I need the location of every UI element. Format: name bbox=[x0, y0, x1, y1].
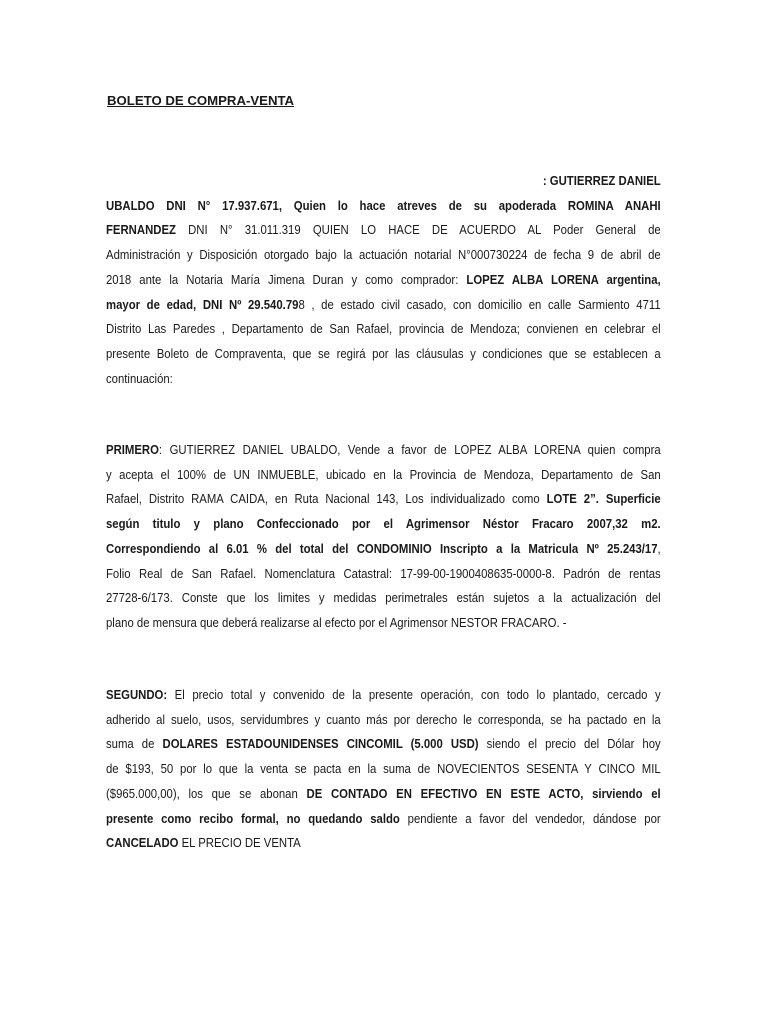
primero-text-run: 27728-6/173. Conste que los limites y medidas perimetrales están sujetos a la actualización del bbox=[106, 590, 661, 606]
segundo-text-run: suma de bbox=[106, 736, 163, 752]
document-title: BOLETO DE COMPRA-VENTA bbox=[107, 93, 295, 108]
segundo-text-run: El precio total y convenido de la presente operación, con todo lo plantado, cercado y bbox=[167, 687, 661, 702]
segundo-text-run: de $193, 50 por lo que la venta se pacta en la suma de NOVECIENTOS SESENTA Y CINCO MIL bbox=[106, 761, 661, 777]
intro-text-run: mayor de edad, DNI Nº 29.540.79 bbox=[106, 296, 299, 312]
segundo-text-run: DE CONTADO EN EFECTIVO EN ESTE ACTO, sirviendo el bbox=[306, 785, 661, 801]
intro-text-run: Distrito Las Paredes , Departamento de San Rafael, provincia de Mendoza; convienen en celebrar el bbox=[106, 321, 661, 337]
intro-line bbox=[106, 218, 661, 243]
intro-text-run: LOPEZ ALBA LORENA argentina, bbox=[466, 271, 661, 287]
intro-line bbox=[106, 317, 661, 342]
segundo-text-run: ($965.000,00), los que se abonan bbox=[106, 785, 307, 801]
intro-paragraph bbox=[106, 169, 661, 391]
primero-line bbox=[106, 562, 661, 587]
clause-segundo bbox=[106, 683, 661, 856]
intro-text-run: Administración y Disposición otorgado bajo la actuación notarial N°000730224 de fecha 9 de abril de bbox=[106, 247, 661, 263]
primero-line bbox=[106, 586, 661, 611]
primero-text-run: Folio Real de San Rafael. Nomenclatura Catastral: 17-99-00-1900408635-0000-8. Padrón de rentas bbox=[106, 565, 661, 581]
primero-text-run: , bbox=[657, 540, 661, 556]
segundo-text-run: adherido al suelo, usos, servidumbres y cuanto más por derecho le corresponda, se ha pactado en la bbox=[106, 711, 661, 727]
segundo-line bbox=[106, 683, 661, 708]
primero-line bbox=[106, 512, 661, 537]
segundo-text-run: SEGUNDO: bbox=[106, 687, 168, 702]
primero-text-run: Rafael, Distrito RAMA CAIDA, en Ruta Nacional 143, Los individualizado como bbox=[106, 491, 547, 507]
segundo-text-run: presente como recibo formal, no quedando saldo bbox=[106, 810, 400, 826]
intro-line bbox=[106, 169, 661, 194]
segundo-text-run: DOLARES ESTADOUNIDENSES CINCOMIL (5.000 USD) bbox=[162, 736, 479, 752]
primero-text-run: plano de mensura que deberá realizarse al efecto por el Agrimensor NESTOR FRACARO. - bbox=[106, 614, 567, 630]
intro-line bbox=[106, 293, 661, 318]
intro-text-run: 2018 ante la Notaria María Jimena Duran y como comprador: bbox=[106, 271, 467, 287]
intro-text-run: DNI N° 31.011.319 QUIEN LO HACE DE ACUERDO AL Poder General de bbox=[175, 222, 661, 238]
intro-text-run: continuación: bbox=[106, 370, 173, 386]
clause-primero bbox=[106, 438, 661, 636]
intro-line bbox=[106, 342, 661, 367]
intro-text-run: UBALDO DNI N° 17.937.671, Quien lo hace atreves de su apoderada bbox=[106, 197, 568, 213]
intro-text-run: FERNANDEZ bbox=[106, 222, 176, 238]
intro-line bbox=[106, 243, 661, 268]
segundo-text-run: CANCELADO bbox=[106, 835, 179, 851]
primero-text-run: Correspondiendo al 6.01 % del total del CONDOMINIO Inscripto a la Matricula Nº 25.243/17 bbox=[106, 540, 658, 556]
intro-text-run: 8 , de estado civil casado, con domicilio en calle Sarmiento 4711 bbox=[298, 296, 661, 312]
primero-line bbox=[106, 537, 661, 562]
segundo-line bbox=[106, 757, 661, 782]
intro-text-run: : GUTIERREZ DANIEL bbox=[542, 173, 661, 188]
primero-line bbox=[106, 438, 661, 463]
segundo-text-run: siendo el precio del Dólar hoy bbox=[478, 736, 661, 752]
intro-text-run: presente Boleto de Compraventa, que se regirá por las cláusulas y condiciones que se establecen a bbox=[106, 345, 661, 361]
intro-text-run: ROMINA ANAHI bbox=[567, 197, 661, 213]
segundo-line bbox=[106, 732, 661, 757]
intro-line bbox=[106, 268, 661, 293]
segundo-text-run: pendiente a favor del vendedor, dándose por bbox=[399, 810, 661, 826]
primero-text-run: y acepta el 100% de UN INMUEBLE, ubicado en la Provincia de Mendoza, Departamento de San bbox=[106, 466, 661, 482]
primero-text-run: PRIMERO bbox=[106, 442, 159, 457]
primero-line bbox=[106, 463, 661, 488]
intro-line bbox=[106, 194, 661, 219]
segundo-line bbox=[106, 708, 661, 733]
segundo-line bbox=[106, 807, 661, 832]
primero-text-run: : GUTIERREZ DANIEL UBALDO, Vende a favor de LOPEZ ALBA LORENA quien compra bbox=[158, 442, 661, 457]
primero-line bbox=[106, 487, 661, 512]
segundo-line bbox=[106, 831, 661, 856]
primero-text-run: según titulo y plano Confeccionado por el Agrimensor Néstor Fracaro 2007,32 m2. bbox=[106, 516, 661, 532]
intro-line bbox=[106, 367, 661, 392]
primero-line bbox=[106, 611, 661, 636]
primero-text-run: LOTE 2”. Superficie bbox=[546, 491, 661, 507]
segundo-text-run: EL PRECIO DE VENTA bbox=[178, 835, 301, 851]
segundo-line bbox=[106, 782, 661, 807]
